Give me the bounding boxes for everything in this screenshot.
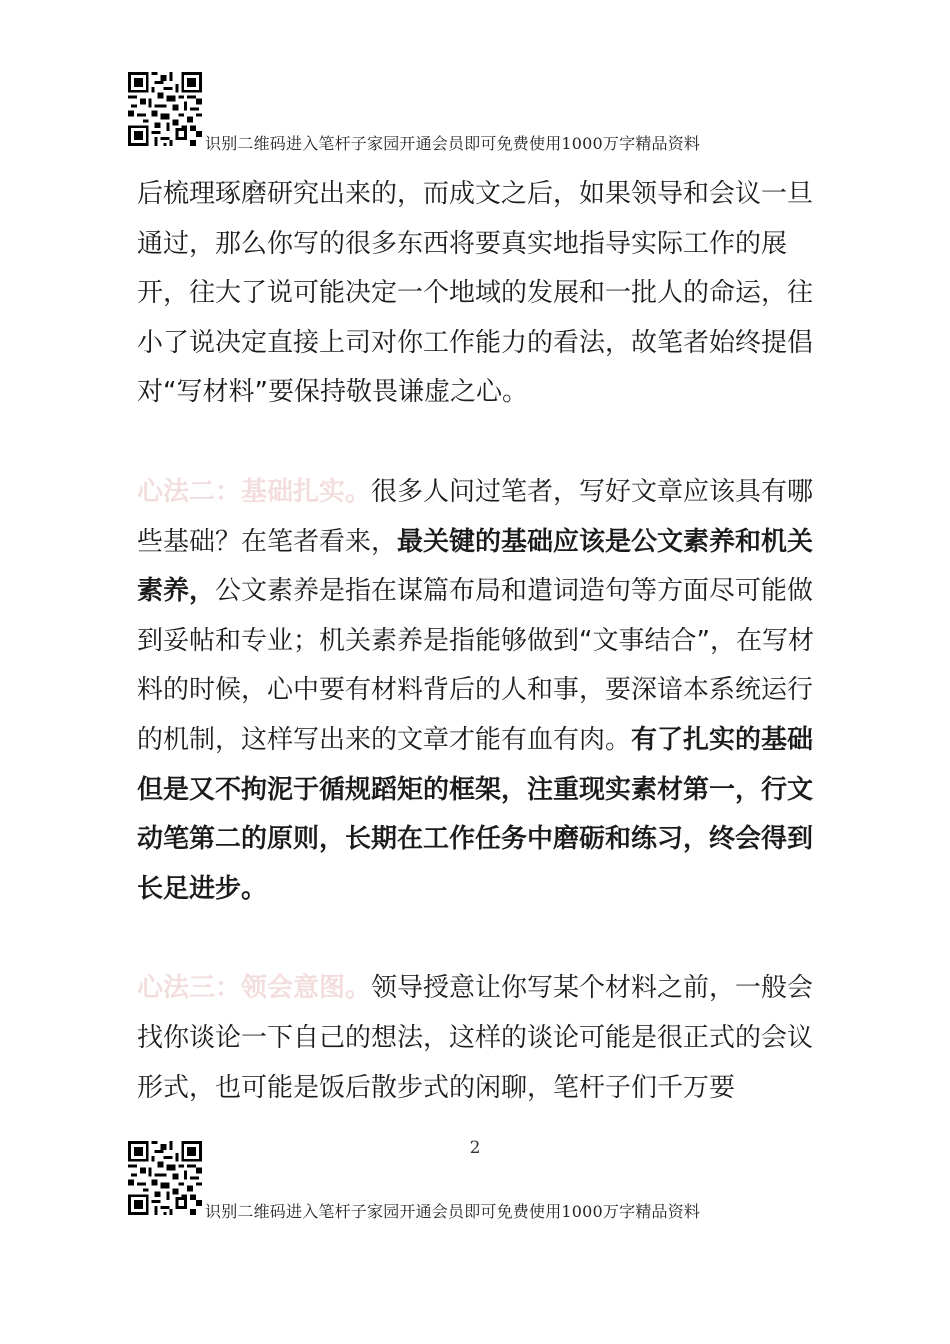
- document-body: [137, 170, 837, 1113]
- paragraph-2-text-1: 很多人问过笔者，写好文章应该具有哪些基础？在笔者看来，: [137, 476, 814, 557]
- section-heading-3: 心法三：领会意图。: [137, 973, 372, 1004]
- qr-code-icon: [128, 72, 202, 146]
- header-promo-text: 识别二维码进入笔杆子家园开通会员即可免费使用1000万字精品资料: [205, 134, 701, 153]
- section-heading-2: 心法二：基础扎实。: [137, 476, 372, 507]
- paragraph-gap: [137, 418, 837, 468]
- paragraph-3: [137, 964, 837, 1113]
- qr-code-icon: [128, 1141, 202, 1215]
- paragraph-1: 后梳理琢磨研究出来的，而成文之后，如果领导和会议一旦通过，那么你写的很多东西将要真实地指导实际工作的展开，往大了说可能决定一个地域的发展和一批人的命运，往小了说决定直接上司对你工作能力的看法，故笔者始终提倡对“写材料”要保持敬畏谦虚之心。: [137, 179, 814, 408]
- paragraph-2: [137, 468, 837, 914]
- paragraph-2-bold-1: 最关键的基础应该是公文素养和机关素养，: [137, 526, 814, 607]
- paragraph-3-text: 领导授意让你写某个材料之前，一般会找你谈论一下自己的想法，这样的谈论可能是很正式的会议形式，也可能是饭后散步式的闲聊，笔杆子们千万要: [137, 973, 814, 1103]
- page-number: 2: [469, 1138, 481, 1158]
- paragraph-gap: [137, 914, 837, 964]
- footer-promo-text: 识别二维码进入笔杆子家园开通会员即可免费使用1000万字精品资料: [205, 1202, 701, 1221]
- paragraph-2-bold-2: 有了扎实的基础但是又不拘泥于循规蹈矩的框架，注重现实素材第一，行文动笔第二的原则，长期在工作任务中磨砺和练习，终会得到长足进步。: [137, 724, 814, 904]
- paragraph-2-text-2: 公文素养是指在谋篇布局和遣词造句等方面尽可能做到妥帖和专业；机关素养是指能够做到“文事结合”，在写材料的时候，心中要有材料背后的人和事，要深谙本系统运行的机制，这样写出来的文章才能有血有肉。: [137, 576, 814, 755]
